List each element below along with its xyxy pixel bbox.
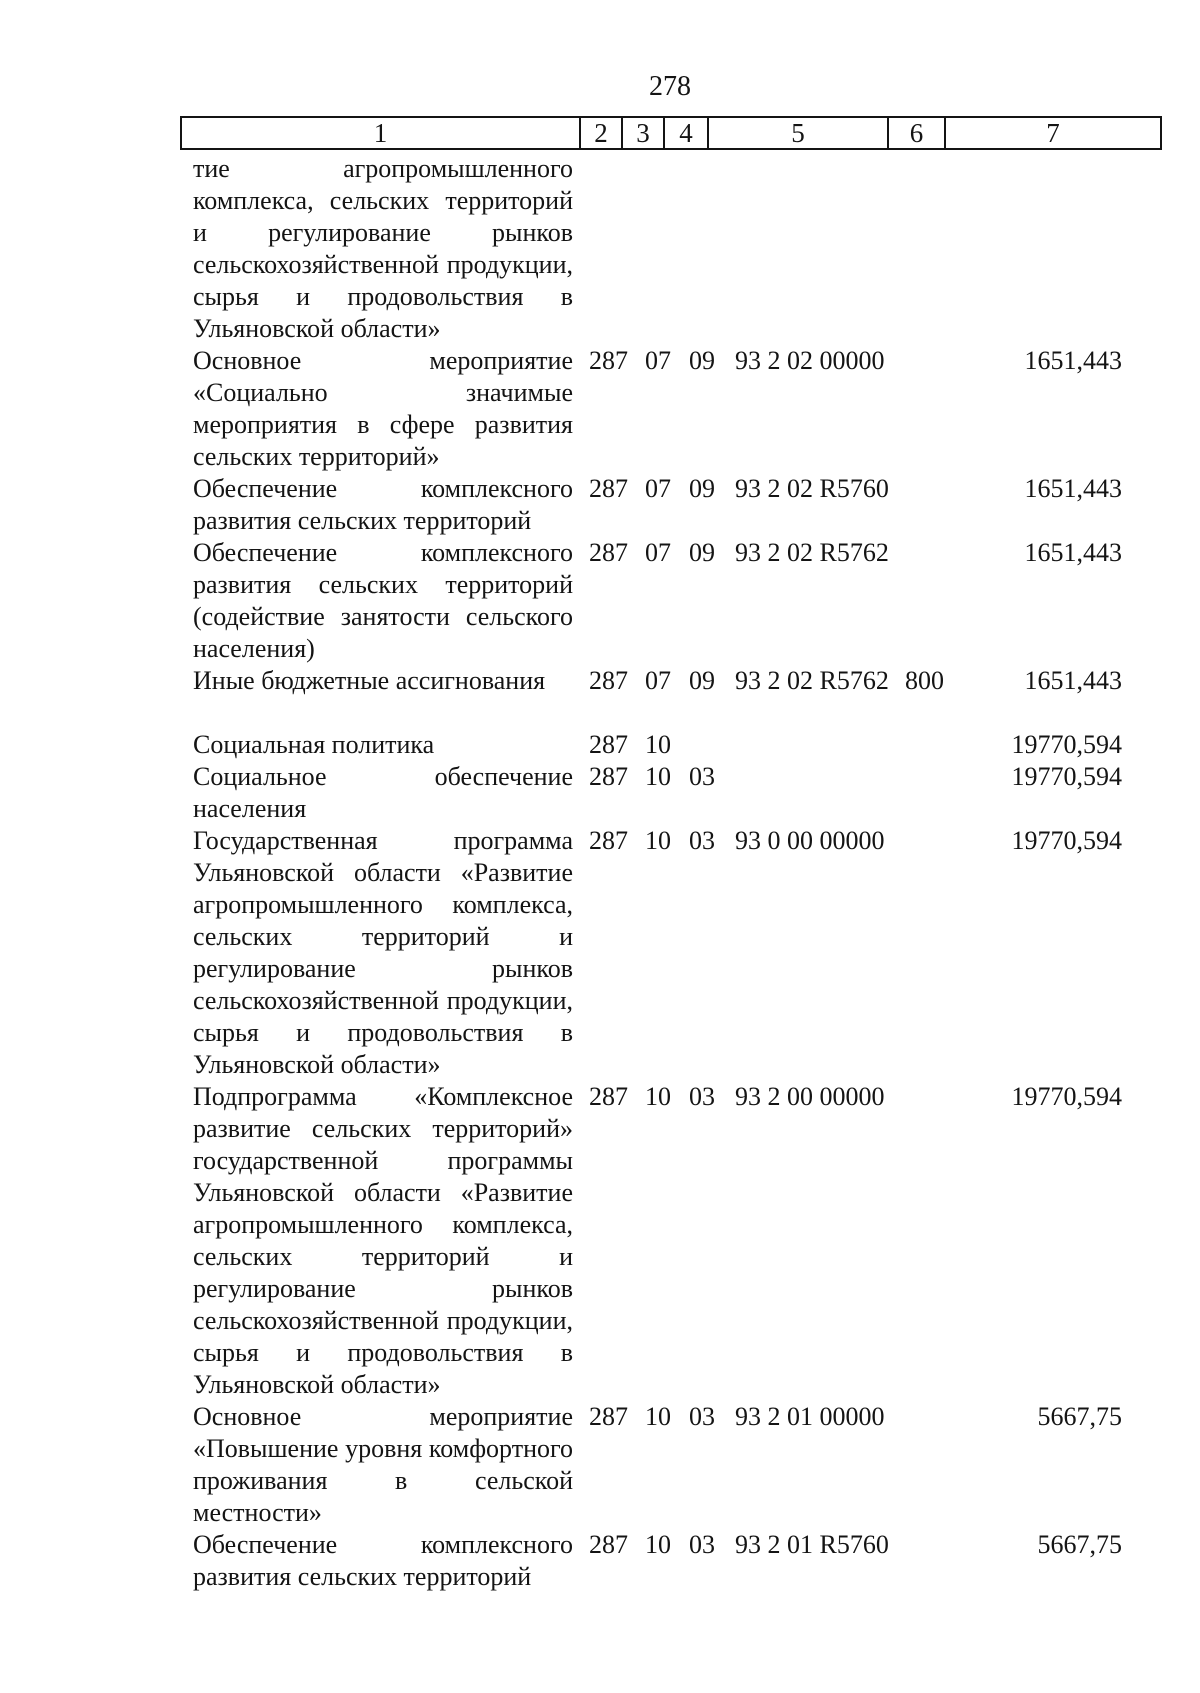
row-name: Социальная политика <box>193 730 435 759</box>
cell-col2: 287 <box>589 474 628 503</box>
row-name: Государственная программа Ульяновской области «Развитие агропромышленного комплекса, сельских территорий и регулирование рынков сельскохозяйственной продукции, сырья и продовольствия в Ульяновской области» <box>193 826 573 1079</box>
cell-col5: 93 2 01 00000 <box>735 1402 885 1431</box>
cell-col7: 1651,443 <box>1024 346 1122 375</box>
cell-col3: 10 <box>645 826 671 855</box>
page-number: 278 <box>649 71 691 102</box>
cell-col3: 10 <box>645 1082 671 1111</box>
cell-col3: 07 <box>645 474 671 503</box>
cell-col5: 93 2 00 00000 <box>735 1082 885 1111</box>
column-header-6: 6 <box>887 118 944 148</box>
cell-col2: 287 <box>589 826 628 855</box>
cell-col3: 07 <box>645 346 671 375</box>
row-name: Обеспечение комплексного развития сельских территорий <box>193 1530 573 1591</box>
cell-col2: 287 <box>589 1082 628 1111</box>
cell-col2: 287 <box>589 538 628 567</box>
row-name: Социальное обеспечение населения <box>193 762 573 823</box>
cell-col2: 287 <box>589 666 628 695</box>
column-header-1: 1 <box>373 118 388 148</box>
cell-col7: 1651,443 <box>1024 474 1122 503</box>
cell-col5: 93 2 02 R5760 <box>735 474 889 503</box>
cell-col4: 09 <box>689 346 715 375</box>
column-header-3: 3 <box>621 118 663 148</box>
cell-col2: 287 <box>589 762 628 791</box>
cell-col4: 03 <box>689 1402 715 1431</box>
row-name: Основное мероприятие «Повышение уровня комфортного проживания в сельской местности» <box>193 1402 573 1527</box>
cell-col5: 93 2 02 R5762 <box>735 538 889 567</box>
cell-col3: 07 <box>645 666 671 695</box>
cell-col5: 93 2 02 00000 <box>735 346 885 375</box>
cell-col7: 19770,594 <box>1011 1082 1122 1111</box>
cell-col3: 10 <box>645 730 671 759</box>
cell-col7: 5667,75 <box>1037 1530 1122 1559</box>
cell-col7: 19770,594 <box>1011 826 1122 855</box>
cell-col3: 07 <box>645 538 671 567</box>
cell-col4: 09 <box>689 538 715 567</box>
cell-col7: 19770,594 <box>1011 730 1122 759</box>
cell-col4: 09 <box>689 474 715 503</box>
column-header-5: 5 <box>707 118 887 148</box>
cell-col5: 93 2 02 R5762 <box>735 666 889 695</box>
row-name: Обеспечение комплексного развития сельских территорий <box>193 474 573 535</box>
cell-col3: 10 <box>645 1402 671 1431</box>
cell-col4: 03 <box>689 762 715 791</box>
column-header-7: 7 <box>944 118 1160 148</box>
cell-col7: 1651,443 <box>1024 666 1122 695</box>
cell-col6: 800 <box>905 666 944 695</box>
cell-col3: 10 <box>645 1530 671 1559</box>
cell-col5: 93 2 01 R5760 <box>735 1530 889 1559</box>
cell-col2: 287 <box>589 1530 628 1559</box>
column-header-4: 4 <box>663 118 707 148</box>
row-name: Подпрограмма «Комплексное развитие сельских территорий» государственной программы Ульяновской области «Развитие агропромышленного комплекса, сельских территорий и регулирование рынков сельскохозяйственной продукции, сырья и продовольствия в Ульяновской области» <box>193 1082 573 1399</box>
cell-col4: 03 <box>689 1530 715 1559</box>
row-name: тие агропромышленного комплекса, сельских территорий и регулирование рынков сельскохозяйственной продукции, сырья и продовольствия в Ульяновской области» <box>193 154 573 343</box>
cell-col4: 09 <box>689 666 715 695</box>
cell-col2: 287 <box>589 346 628 375</box>
cell-col7: 5667,75 <box>1037 1402 1122 1431</box>
column-header-row <box>180 116 1162 150</box>
column-header-2: 2 <box>579 118 621 148</box>
cell-col2: 287 <box>589 1402 628 1431</box>
cell-col7: 1651,443 <box>1024 538 1122 567</box>
cell-col2: 287 <box>589 730 628 759</box>
row-name: Иные бюджетные ассигнования <box>193 666 546 695</box>
cell-col7: 19770,594 <box>1011 762 1122 791</box>
row-name: Обеспечение комплексного развития сельских территорий (содействие занятости сельского населения) <box>193 538 573 663</box>
cell-col4: 03 <box>689 826 715 855</box>
cell-col5: 93 0 00 00000 <box>735 826 885 855</box>
cell-col4: 03 <box>689 1082 715 1111</box>
row-name: Основное мероприятие «Социально значимые мероприятия в сфере развития сельских территорий» <box>193 346 573 471</box>
cell-col3: 10 <box>645 762 671 791</box>
